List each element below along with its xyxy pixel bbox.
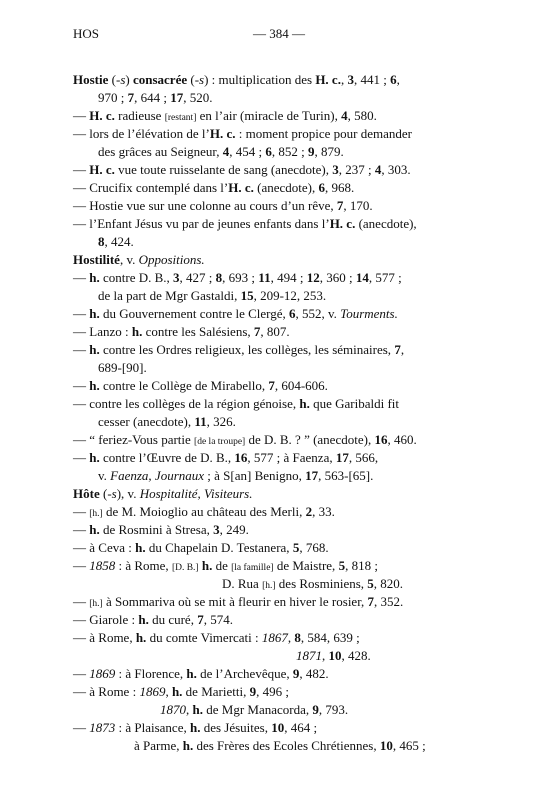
entry-hostilite-title: Hostilité, v. Oppositions. xyxy=(73,252,205,267)
entry-hostie-sub6: — l’Enfant Jésus vu par de jeunes enfants dans l’H. c. (anecdote), xyxy=(73,216,417,231)
entry-hote-sub6: — Giarole : h. du curé, 7, 574. xyxy=(73,612,233,627)
entry-hostilite-sub5: — h. contre le Collège de Mirabello, 7, 604-606. xyxy=(73,378,328,393)
entry-hote-sub3: — à Ceva : h. du Chapelain D. Testanera, 5, 768. xyxy=(73,540,329,555)
entry-hote-sub7-cont: 1871, 10, 428. xyxy=(296,648,371,663)
entry-hostilite-sub8: — h. contre l’Œuvre de D. B., 16, 577 ; à Faenza, 17, 566, xyxy=(73,450,379,465)
entry-hote-sub9: — à Rome : 1869, h. de Marietti, 9, 496 ; xyxy=(73,684,289,699)
entry-hostie-sub3: — H. c. vue toute ruisselante de sang (anecdote), 3, 237 ; 4, 303. xyxy=(73,162,411,177)
entry-hostilite-sub3: — Lanzo : h. contre les Salésiens, 7, 807. xyxy=(73,324,290,339)
entry-hostilite-sub8-cont: v. Faenza, Journaux ; à S[an] Benigno, 17, 563-[65]. xyxy=(98,468,374,483)
entry-hote-sub10-cont: à Parme, h. des Frères des Ecoles Chrétiennes, 10, 465 ; xyxy=(134,738,426,753)
running-head: HOS xyxy=(73,26,100,41)
entry-hostilite-sub1: — h. contre D. B., 3, 427 ; 8, 693 ; 11, 494 ; 12, 360 ; 14, 577 ; xyxy=(73,270,402,285)
entry-hostilite-sub1-cont: de la part de Mgr Gastaldi, 15, 209-12, 253. xyxy=(98,288,327,303)
entry-hote-sub1: — [h.] de M. Moioglio au château des Merli, 2, 33. xyxy=(73,504,335,519)
entry-hostie-sub2-cont: des grâces au Seigneur, 4, 454 ; 6, 852 ; 9, 879. xyxy=(98,144,344,159)
entry-hostilite-sub6: — contre les collèges de la région génoise, h. que Garibaldi fit xyxy=(73,396,399,411)
entry-hote-sub9-cont: 1870, h. de Mgr Manacorda, 9, 793. xyxy=(160,702,349,717)
entry-hote-sub4: — 1858 : à Rome, [D. B.] h. de [la famille] de Maistre, 5, 818 ; xyxy=(73,558,378,573)
page-number: — 384 — xyxy=(253,26,305,41)
entry-hostie-title: Hostie (-s) consacrée (-s) : multiplication des H. c., 3, 441 ; 6, xyxy=(73,72,400,87)
entry-hote-sub8: — 1869 : à Florence, h. de l’Archevêque, 9, 482. xyxy=(73,666,329,681)
entry-hote-sub5: — [h.] à Sommariva où se mit à fleurir en hiver le rosier, 7, 352. xyxy=(73,594,404,609)
entry-hostilite-sub4: — h. contre les Ordres religieux, les collèges, les séminaires, 7, xyxy=(73,342,405,357)
entry-hostie-sub2: — lors de l’élévation de l’H. c. : moment propice pour demander xyxy=(73,126,412,141)
entry-hostie-sub1: — H. c. radieuse [restant] en l’air (miracle de Turin), 4, 580. xyxy=(73,108,377,123)
entry-hostie-sub4: — Crucifix contemplé dans l’H. c. (anecdote), 6, 968. xyxy=(73,180,355,195)
entry-hote-title: Hôte (-s), v. Hospitalité, Visiteurs. xyxy=(73,486,253,501)
entry-hote-sub7: — à Rome, h. du comte Vimercati : 1867, 8, 584, 639 ; xyxy=(73,630,360,645)
entry-hostilite-sub4-cont: 689-[90]. xyxy=(98,360,147,375)
entry-hote-sub4-cont: D. Rua [h.] des Rosminiens, 5, 820. xyxy=(222,576,404,591)
entry-hostilite-sub7: — “ feriez-Vous partie [de la troupe] de D. B. ? ” (anecdote), 16, 460. xyxy=(73,432,417,447)
entry-hostilite-sub2: — h. du Gouvernement contre le Clergé, 6, 552, v. Tourments. xyxy=(73,306,398,321)
entry-hote-sub10: — 1873 : à Plaisance, h. des Jésuites, 10, 464 ; xyxy=(73,720,318,735)
entry-hostilite-sub6-cont: cesser (anecdote), 11, 326. xyxy=(98,414,236,429)
entry-hostie-sub5: — Hostie vue sur une colonne au cours d’un rêve, 7, 170. xyxy=(73,198,373,213)
entry-hote-sub2: — h. de Rosmini à Stresa, 3, 249. xyxy=(73,522,249,537)
entry-hostie-cont1: 970 ; 7, 644 ; 17, 520. xyxy=(98,90,213,105)
entry-hostie-sub6-cont: 8, 424. xyxy=(98,234,134,249)
